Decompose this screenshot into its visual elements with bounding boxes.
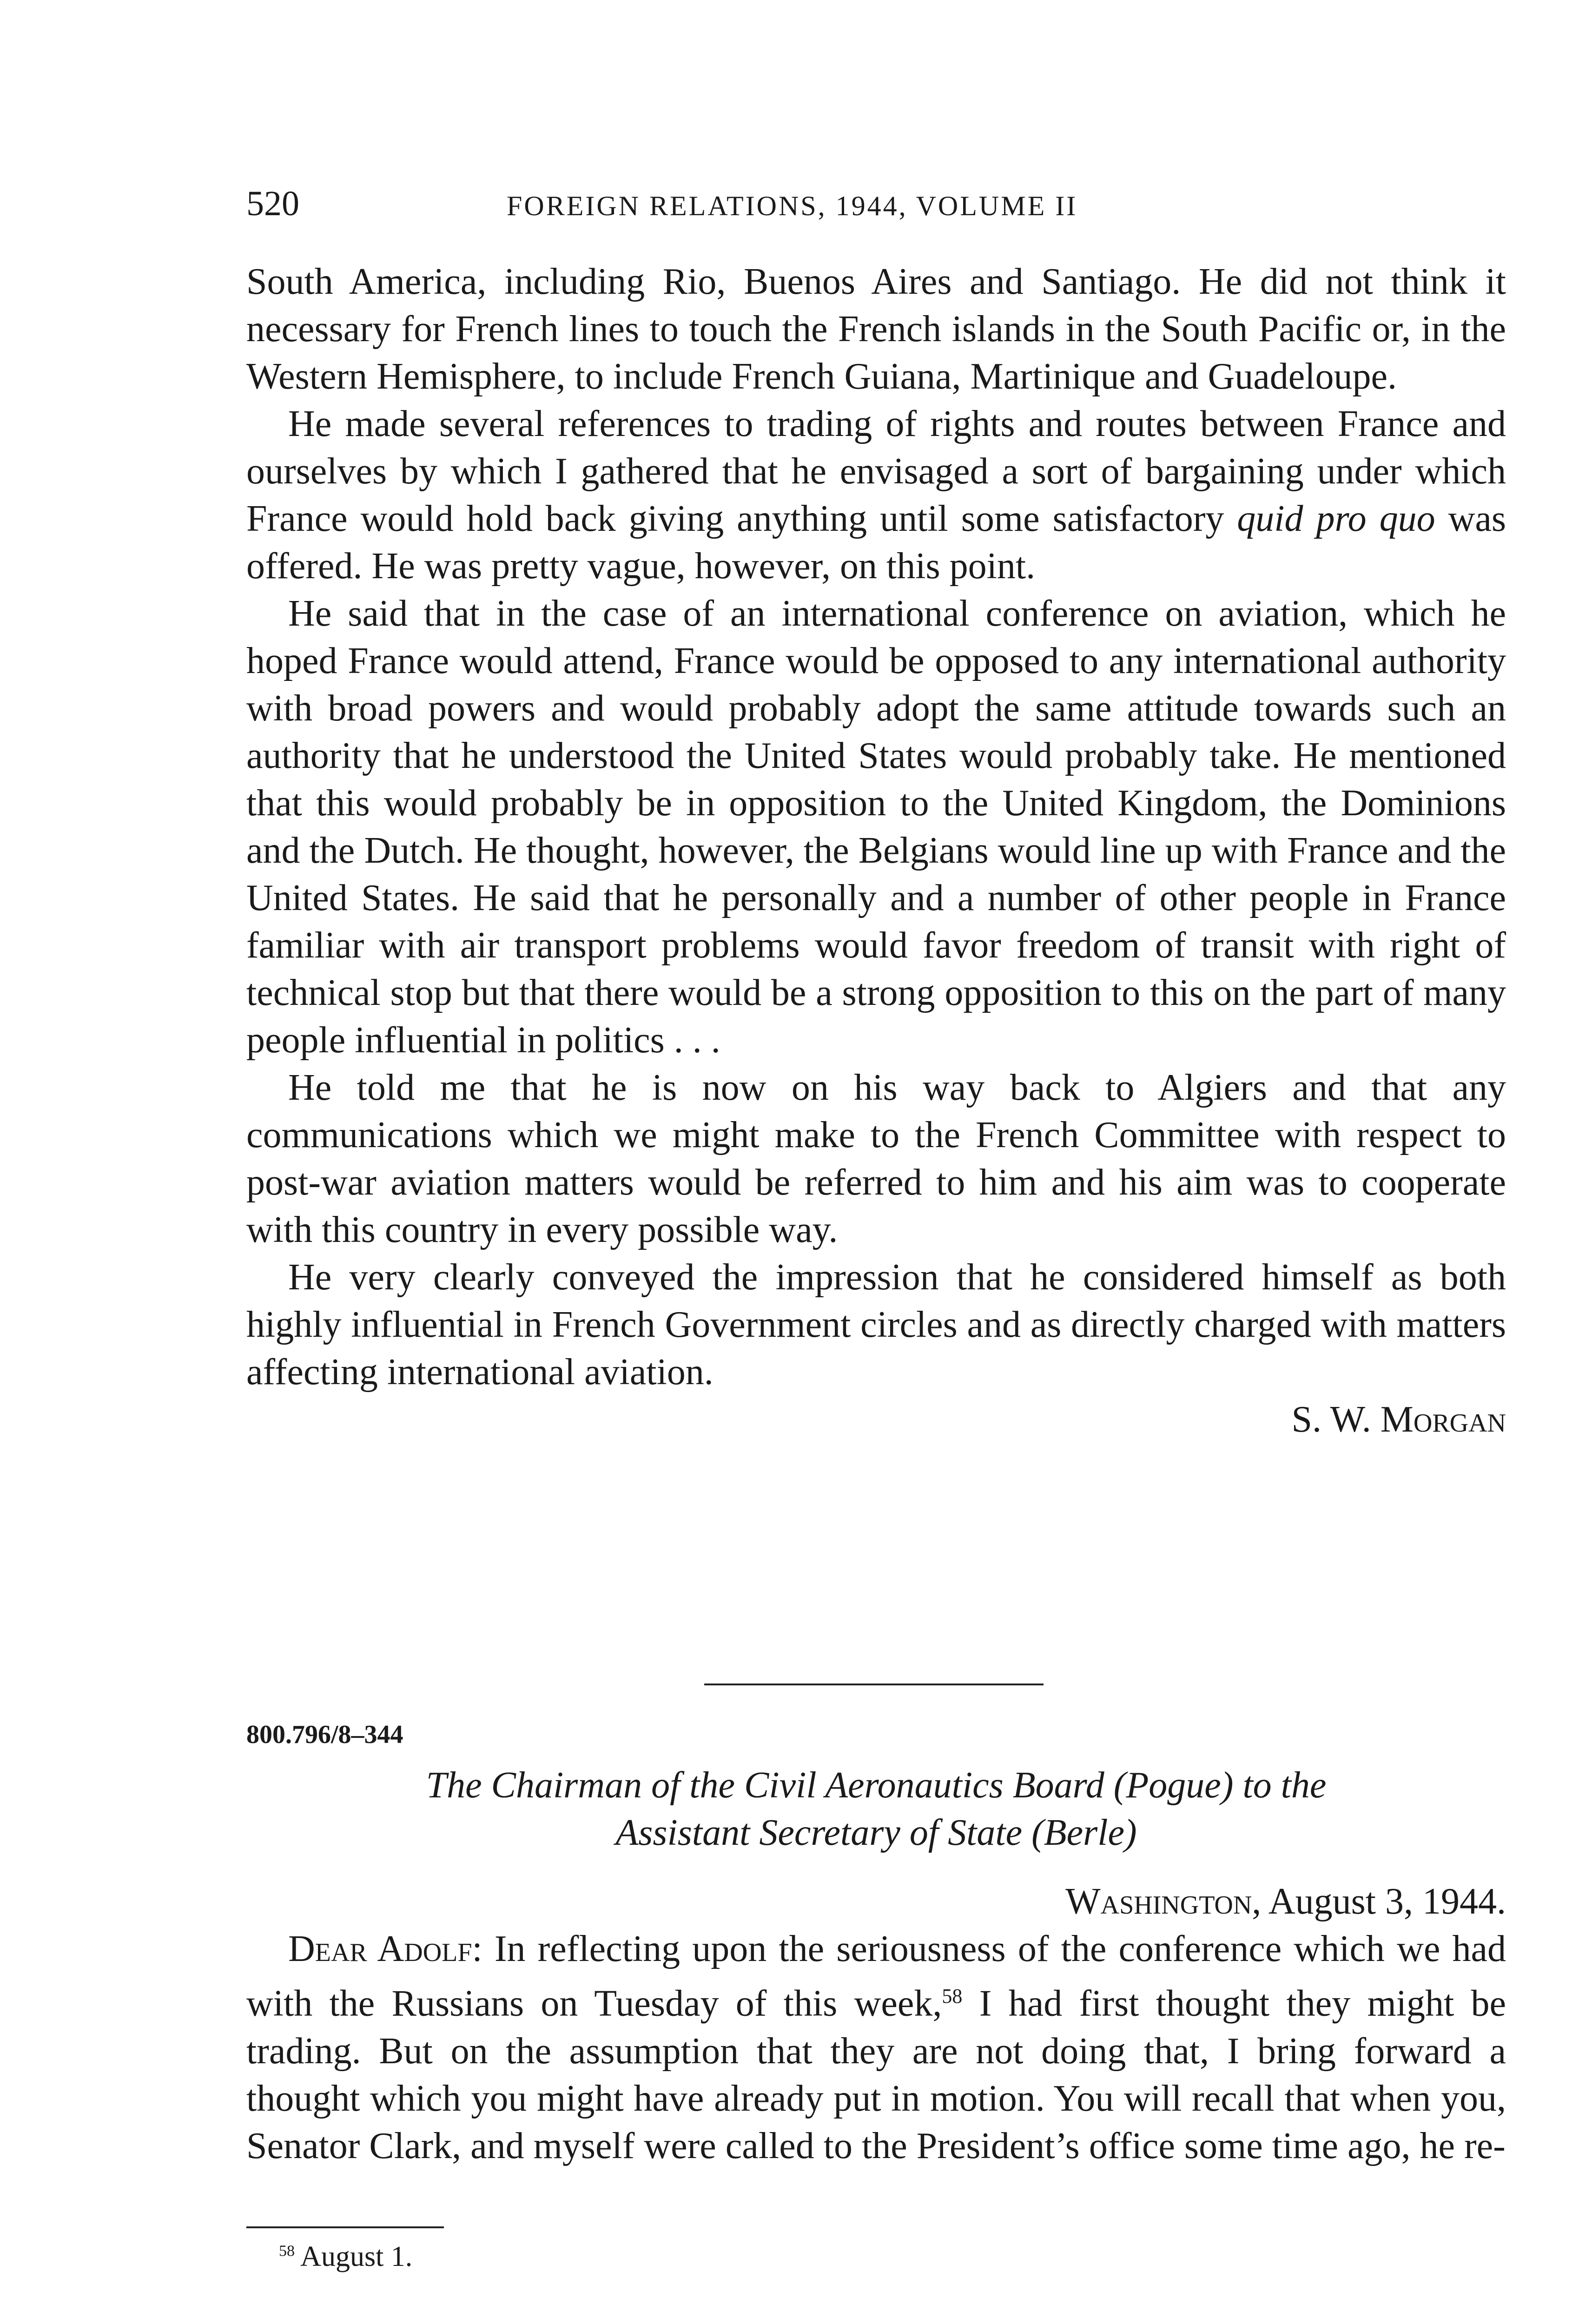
paragraph-2-start: He made several references to trading of rights and routes between France and ourselves by which I gathered that he envisaged a sort of bargaining under which France would hold back giving anything until some satisfactory: [246, 403, 1506, 539]
paragraph-5: He very clearly conveyed the impression that he considered himself as both highly influential in French Government circles and as directly charged with matters affecting international aviation.: [246, 1257, 1506, 1393]
page-number: 520: [246, 184, 299, 223]
document-title: [246, 1762, 1506, 1856]
footnote: [279, 2240, 412, 2273]
body-text: [246, 258, 1506, 1443]
letter-body: [246, 1925, 1506, 2170]
dateline: [246, 1878, 1506, 1925]
dateline-date: August 3, 1944.: [1261, 1881, 1506, 1922]
page-header: [246, 184, 1511, 224]
latin-phrase: quid pro quo: [1237, 498, 1435, 539]
file-number: 800.796/8–344: [246, 1720, 403, 1749]
footnote-divider: [246, 2226, 444, 2228]
signature: S. W. Morgan: [1291, 1399, 1506, 1440]
letter-paragraph: [246, 1925, 1506, 2170]
letter-text-2: I had first thought they might be trading. But on the assumption that they are not doing that, I bring forward a thought which you might have already put in motion. You will recall that when you, Senator Clark, and myself were called to the President’s office some time ago, he re-: [246, 1983, 1506, 2166]
running-head: FOREIGN RELATIONS, 1944, VOLUME II: [507, 191, 1078, 221]
dateline-place: Washington,: [1065, 1881, 1262, 1922]
letter-text-1: : In reflecting upon the seriousness of the conference which we had with the Russians on Tuesday of this week,: [246, 1928, 1506, 2024]
document-title-line-2: Assistant Secretary of State (Berle): [615, 1812, 1137, 1853]
salutation: Dear Adolf: [288, 1928, 472, 1969]
paragraph-2: [246, 400, 1506, 590]
section-divider: [704, 1684, 1044, 1685]
paragraph-2-end: was offered. He was pretty vague, however, on this point.: [246, 498, 1506, 587]
footnote-mark: 58: [279, 2242, 295, 2260]
paragraph-1: South America, including Rio, Buenos Aires and Santiago. He did not think it necessary for French lines to touch the French islands in the South Pacific or, in the Western Hemisphere, to include French Guiana, Martinique and Guadeloupe.: [246, 261, 1506, 397]
footnote-text: August 1.: [300, 2241, 413, 2272]
paragraph-4: He told me that he is now on his way back to Algiers and that any communications which we might make to the French Committee with respect to post-war aviation matters would be referred to him and his aim was to cooperate with this country in every possible way.: [246, 1067, 1506, 1250]
document-title-line-1: The Chairman of the Civil Aeronautics Board (Pogue) to the: [426, 1765, 1327, 1806]
paragraph-3: He said that in the case of an international conference on aviation, which he hoped France would attend, France would be opposed to any international authority with broad powers and would probably adopt the same attitude towards such an authority that he understood the United States would probably take. He mentioned that this would probably be in opposition to the United Kingdom, the Dominions and the Dutch. He thought, however, the Belgians would line up with France and the United States. He said that he personally and a number of other people in France familiar with air transport problems would favor freedom of transit with right of technical stop but that there would be a strong opposition to this on the part of many people influential in politics . . .: [246, 593, 1506, 1061]
footnote-reference: 58: [942, 1985, 963, 2007]
